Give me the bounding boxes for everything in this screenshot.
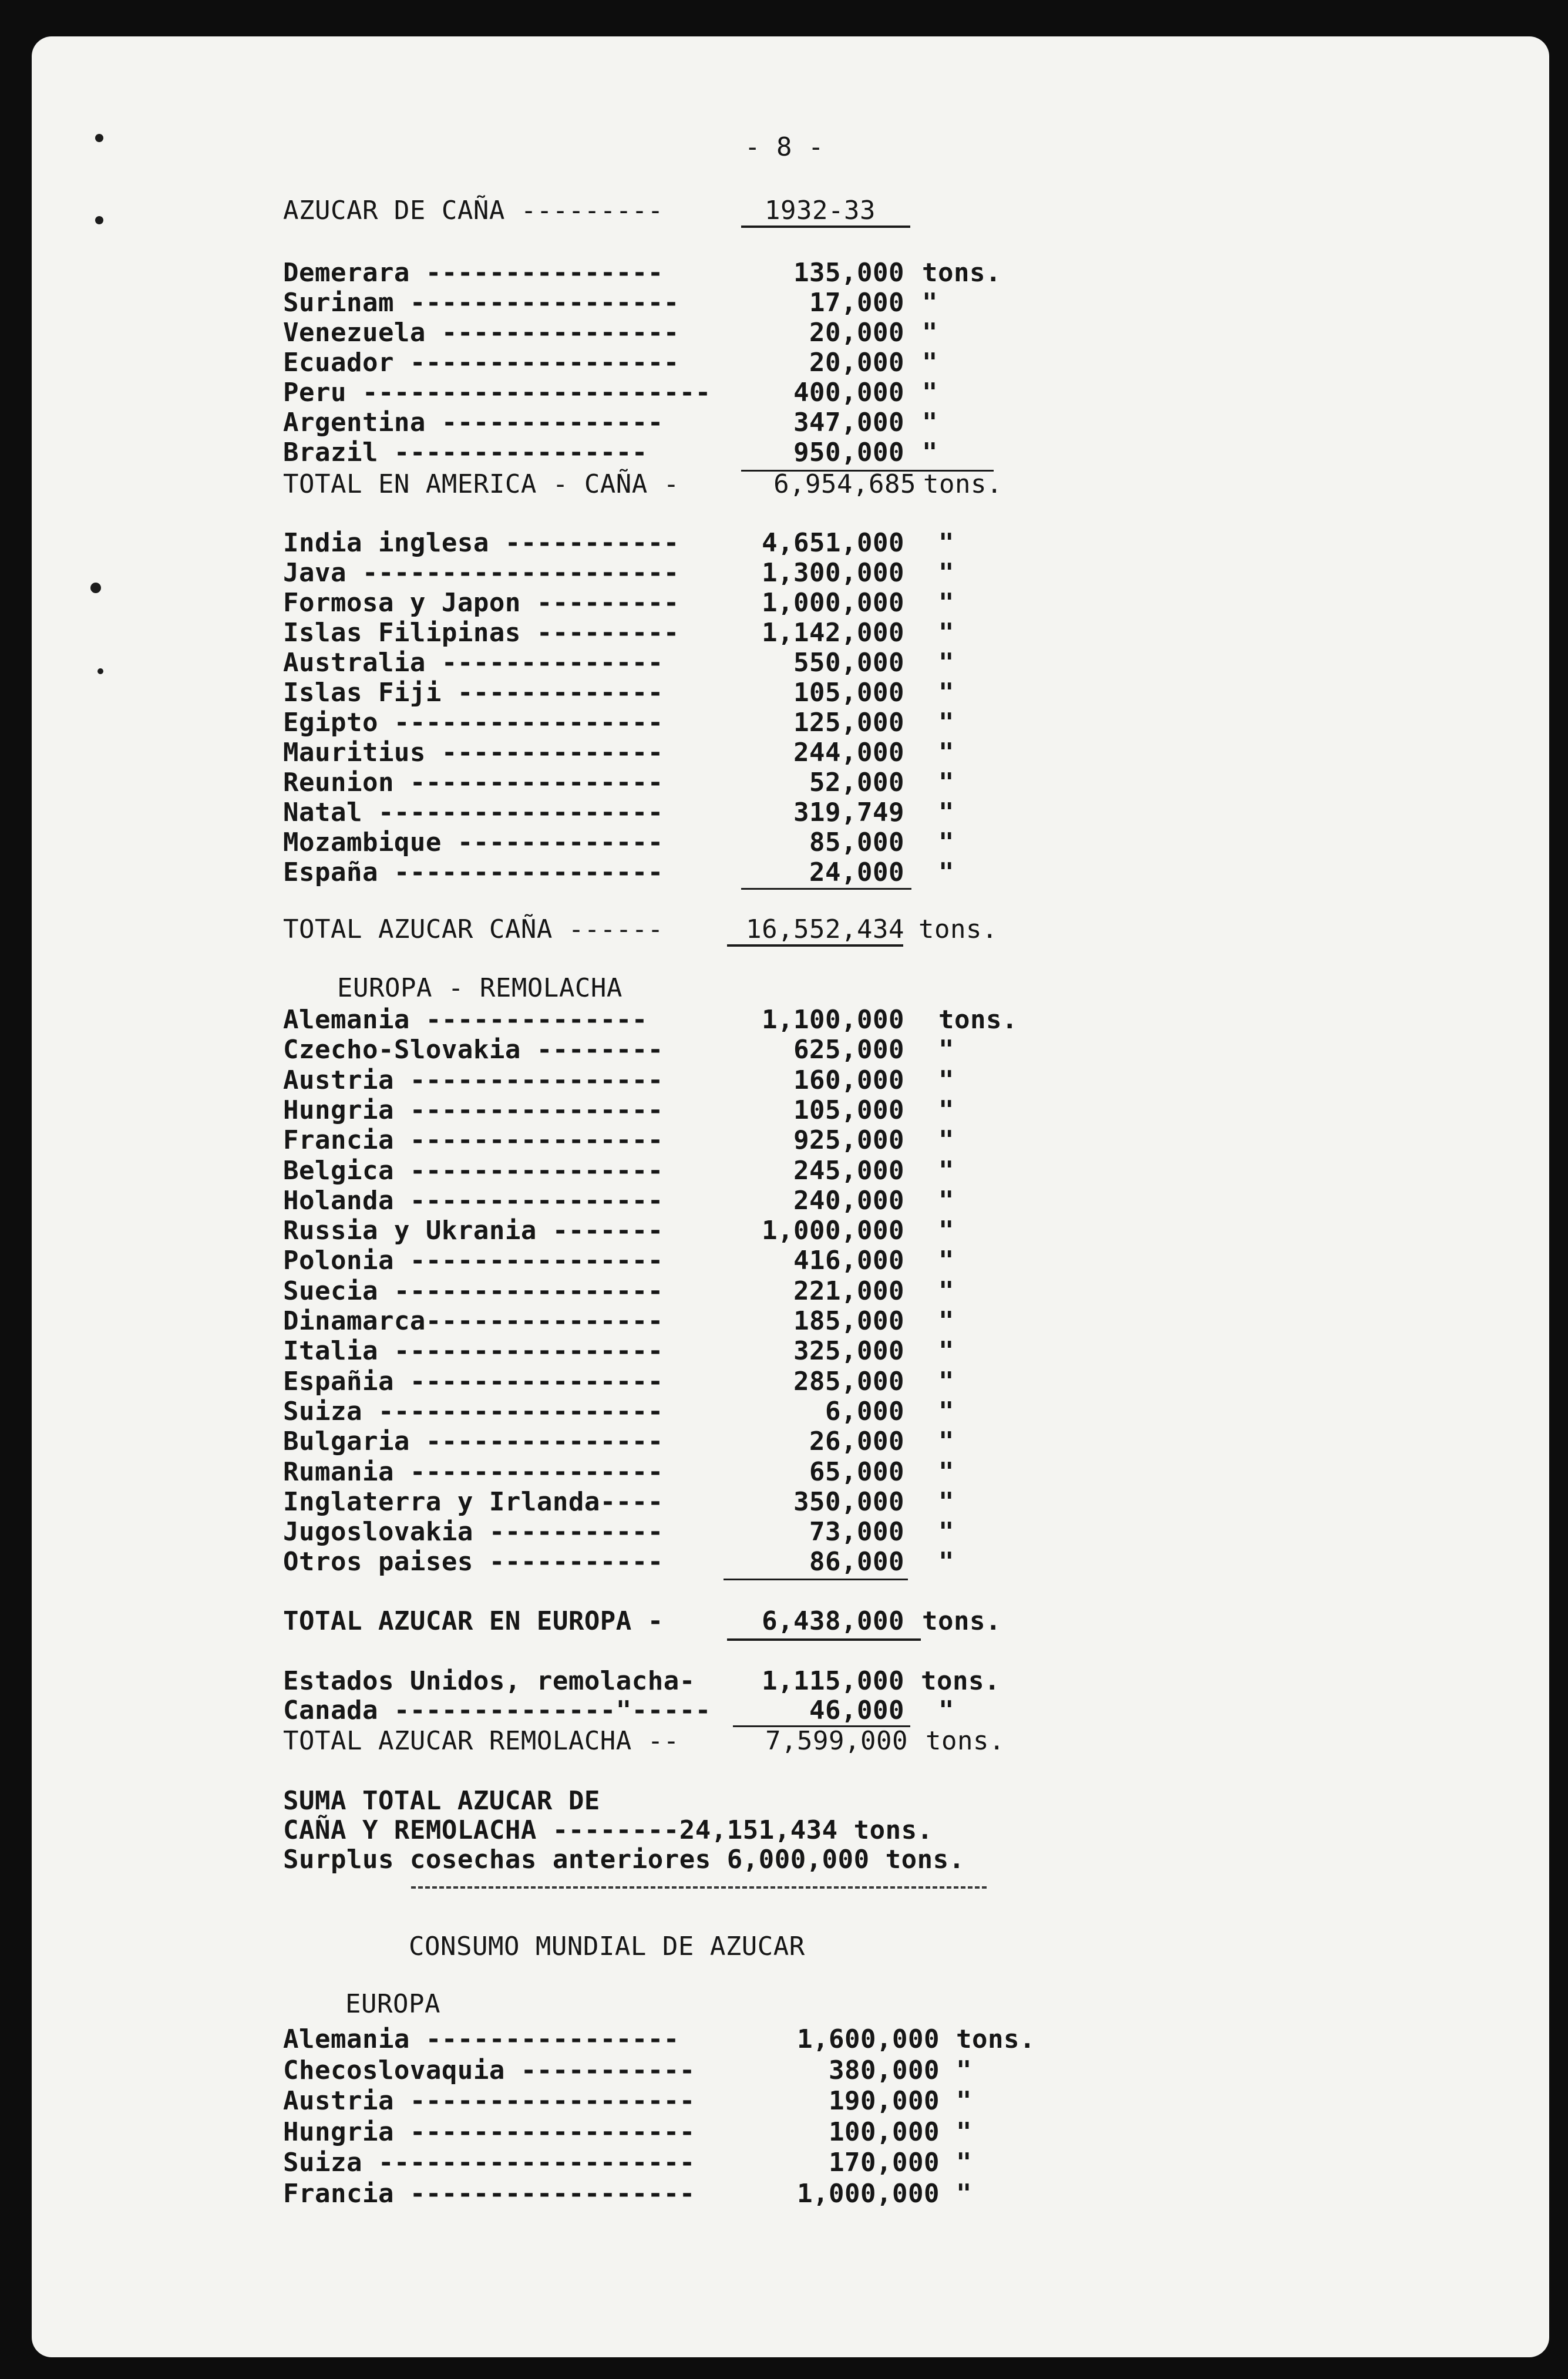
row-label: Rumania ---------------- [283, 1456, 664, 1487]
row-value: 400,000 [793, 378, 904, 408]
row-label: España ----------------- [283, 857, 664, 887]
row-value: 1,142,000 [762, 618, 904, 648]
row-value: 73,000 [809, 1517, 904, 1547]
row-value: 1,000,000 [762, 1216, 904, 1246]
row-label: India inglesa ----------- [283, 528, 679, 558]
row-unit: " [938, 1396, 954, 1426]
row-unit: " [938, 1517, 954, 1547]
row-unit: " [922, 438, 938, 467]
row-unit: " [938, 1486, 954, 1517]
row-unit: " [938, 588, 954, 618]
row-unit: " [956, 2178, 972, 2209]
row-value: 135,000 [793, 258, 904, 288]
row-label: Ecuador ----------------- [283, 348, 679, 378]
row-value: 285,000 [793, 1366, 904, 1397]
row-value: 950,000 [793, 438, 904, 467]
punch-mark [90, 583, 101, 593]
row-unit: " [938, 1306, 954, 1336]
total-label: Canada --------------"----- [283, 1695, 711, 1725]
total-unit: tons. [926, 1726, 1005, 1756]
row-label: Reunion ---------------- [283, 768, 664, 798]
row-value: 160,000 [793, 1065, 904, 1095]
row-unit: " [938, 1456, 954, 1487]
row-value: 20,000 [809, 348, 904, 378]
row-value: 1,000,000 [797, 2178, 940, 2209]
row-label: Italia ----------------- [283, 1336, 664, 1367]
row-unit: " [956, 2148, 972, 2178]
row-unit: tons. [938, 1005, 1018, 1035]
row-unit: " [956, 2055, 972, 2085]
row-label: Venezuela --------------- [283, 318, 679, 348]
total-label: TOTAL EN AMERICA - CAÑA - [283, 469, 679, 499]
row-value: 325,000 [793, 1336, 904, 1367]
cane-sum-rule [741, 888, 911, 890]
row-label: Brazil ---------------- [283, 438, 648, 467]
row-value: 26,000 [809, 1426, 904, 1457]
row-label: Argentina -------------- [283, 408, 664, 438]
row-value: 245,000 [793, 1155, 904, 1186]
row-value: 1,600,000 [797, 2024, 940, 2054]
row-unit: " [922, 318, 938, 348]
row-value: 170,000 [829, 2148, 940, 2178]
row-unit: " [938, 1035, 954, 1065]
row-label: Bulgaria --------------- [283, 1426, 664, 1457]
grand-total-line1: SUMA TOTAL AZUCAR DE [283, 1786, 600, 1816]
row-label: Mauritius -------------- [283, 738, 664, 768]
row-value: 24,000 [809, 857, 904, 887]
total-value: 6,438,000 [762, 1606, 904, 1636]
row-unit: " [938, 1336, 954, 1367]
row-label: Alemania ---------------- [283, 2024, 679, 2054]
row-value: 550,000 [793, 648, 904, 678]
row-unit: tons. [956, 2024, 1035, 2054]
row-label: Francia ------------------ [283, 2178, 695, 2209]
row-unit: " [938, 768, 954, 798]
row-label: Otros paises ----------- [283, 1547, 664, 1577]
row-value: 105,000 [793, 1095, 904, 1125]
row-value: 625,000 [793, 1035, 904, 1065]
row-value: 416,000 [793, 1246, 904, 1276]
row-unit: " [938, 1547, 954, 1577]
consumption-sub: EUROPA [345, 1989, 440, 2019]
total-label: TOTAL AZUCAR CAÑA ------ [283, 914, 664, 944]
row-unit: " [938, 827, 954, 857]
row-unit: " [938, 618, 954, 648]
row-label: Natal ------------------ [283, 798, 664, 827]
row-unit: " [956, 2116, 972, 2147]
total-unit: " [938, 1695, 954, 1725]
row-unit: " [938, 1366, 954, 1397]
row-unit: " [938, 1276, 954, 1306]
europe-total-underline [727, 1638, 921, 1641]
europe-heading: EUROPA - REMOLACHA [337, 973, 623, 1003]
page-number: - 8 - [745, 132, 824, 162]
row-label: Españia ---------------- [283, 1366, 664, 1397]
row-value: 86,000 [809, 1547, 904, 1577]
row-label: Alemania -------------- [283, 1005, 648, 1035]
row-label: Surinam ----------------- [283, 288, 679, 318]
row-label: Austria ---------------- [283, 1065, 664, 1095]
row-value: 244,000 [793, 738, 904, 768]
surplus-line: Surplus cosechas anteriores 6,000,000 tons. [283, 1845, 965, 1875]
row-value: 85,000 [809, 827, 904, 857]
row-label: Islas Fiji ------------- [283, 678, 664, 708]
cane-heading: AZUCAR DE CAÑA --------- [283, 196, 664, 226]
row-unit: " [938, 1125, 954, 1156]
total-value: 1,115,000 [762, 1666, 904, 1696]
row-unit: " [938, 1185, 954, 1216]
row-label: Francia ---------------- [283, 1125, 664, 1156]
row-label: Mozambique ------------- [283, 827, 664, 857]
row-label: Suiza -------------------- [283, 2148, 695, 2178]
row-value: 1,000,000 [762, 588, 904, 618]
total-label: Estados Unidos, remolacha- [283, 1666, 695, 1696]
row-value: 20,000 [809, 318, 904, 348]
row-unit: " [938, 678, 954, 708]
row-label: Australia -------------- [283, 648, 664, 678]
row-label: Russia y Ukrania ------- [283, 1216, 664, 1246]
row-value: 105,000 [793, 678, 904, 708]
row-value: 4,651,000 [762, 528, 904, 558]
row-value: 185,000 [793, 1306, 904, 1336]
row-value: 319,749 [793, 798, 904, 827]
punch-mark [95, 134, 103, 142]
row-label: Czecho-Slovakia -------- [283, 1035, 664, 1065]
row-unit: " [938, 1216, 954, 1246]
row-value: 52,000 [809, 768, 904, 798]
row-label: Hungria ---------------- [283, 1095, 664, 1125]
total-unit: tons. [923, 469, 1002, 499]
row-value: 347,000 [793, 408, 904, 438]
total-value: 46,000 [809, 1695, 904, 1725]
total-unit: tons. [921, 1666, 1000, 1696]
row-value: 6,000 [825, 1396, 904, 1426]
row-unit: " [922, 288, 938, 318]
row-unit: " [938, 648, 954, 678]
row-value: 125,000 [793, 708, 904, 738]
row-value: 925,000 [793, 1125, 904, 1156]
row-value: 380,000 [829, 2055, 940, 2085]
row-label: Demerara --------------- [283, 258, 664, 288]
row-label: Holanda ---------------- [283, 1185, 664, 1216]
row-label: Hungria ------------------ [283, 2116, 695, 2147]
total-value: 6,954,685 [773, 469, 916, 499]
total-label: TOTAL AZUCAR REMOLACHA -- [283, 1726, 679, 1756]
row-value: 190,000 [829, 2086, 940, 2116]
row-label: Java -------------------- [283, 558, 679, 588]
section-divider [411, 1886, 987, 1891]
row-unit: " [922, 378, 938, 408]
row-label: Jugoslovakia ----------- [283, 1517, 664, 1547]
row-label: Peru ---------------------- [283, 378, 711, 408]
row-unit: tons. [922, 258, 1001, 288]
row-label: Formosa y Japon --------- [283, 588, 679, 618]
row-unit: " [956, 2086, 972, 2116]
row-unit: " [922, 408, 938, 438]
row-label: Inglaterra y Irlanda---- [283, 1486, 664, 1517]
row-label: Suiza ------------------ [283, 1396, 664, 1426]
total-unit: tons. [922, 1606, 1001, 1636]
row-value: 100,000 [829, 2116, 940, 2147]
punch-mark [97, 668, 103, 674]
row-unit: " [938, 708, 954, 738]
row-label: Polonia ---------------- [283, 1246, 664, 1276]
row-unit: " [938, 1426, 954, 1457]
row-unit: " [938, 1155, 954, 1186]
row-unit: " [938, 1246, 954, 1276]
row-value: 350,000 [793, 1486, 904, 1517]
year-underline [741, 226, 910, 228]
row-label: Dinamarca--------------- [283, 1306, 664, 1336]
row-unit: " [938, 1095, 954, 1125]
row-label: Austria ------------------ [283, 2086, 695, 2116]
row-unit: " [922, 348, 938, 378]
grand-total-line2: CAÑA Y REMOLACHA --------24,151,434 tons. [283, 1815, 933, 1845]
row-unit: " [938, 528, 954, 558]
row-label: Checoslovaquia ----------- [283, 2055, 695, 2085]
row-unit: " [938, 1065, 954, 1095]
row-label: Suecia ----------------- [283, 1276, 664, 1306]
row-unit: " [938, 558, 954, 588]
row-value: 240,000 [793, 1185, 904, 1216]
total-value: 16,552,434 [746, 914, 904, 944]
year-heading: 1932-33 [765, 196, 876, 226]
row-value: 65,000 [809, 1456, 904, 1487]
row-label: Islas Filipinas --------- [283, 618, 679, 648]
consumption-heading: CONSUMO MUNDIAL DE AZUCAR [409, 1932, 805, 1961]
row-unit: " [938, 857, 954, 887]
europe-sum-rule [724, 1579, 908, 1580]
row-label: Egipto ----------------- [283, 708, 664, 738]
row-value: 221,000 [793, 1276, 904, 1306]
row-value: 17,000 [809, 288, 904, 318]
punch-mark [95, 216, 103, 224]
row-label: Belgica ---------------- [283, 1155, 664, 1186]
row-value: 1,100,000 [762, 1005, 904, 1035]
total-unit: tons. [918, 914, 998, 944]
cane-total-underline [727, 944, 903, 947]
row-unit: " [938, 798, 954, 827]
row-value: 1,300,000 [762, 558, 904, 588]
total-value: 7,599,000 [765, 1726, 908, 1756]
row-unit: " [938, 738, 954, 768]
total-label: TOTAL AZUCAR EN EUROPA - [283, 1606, 664, 1636]
